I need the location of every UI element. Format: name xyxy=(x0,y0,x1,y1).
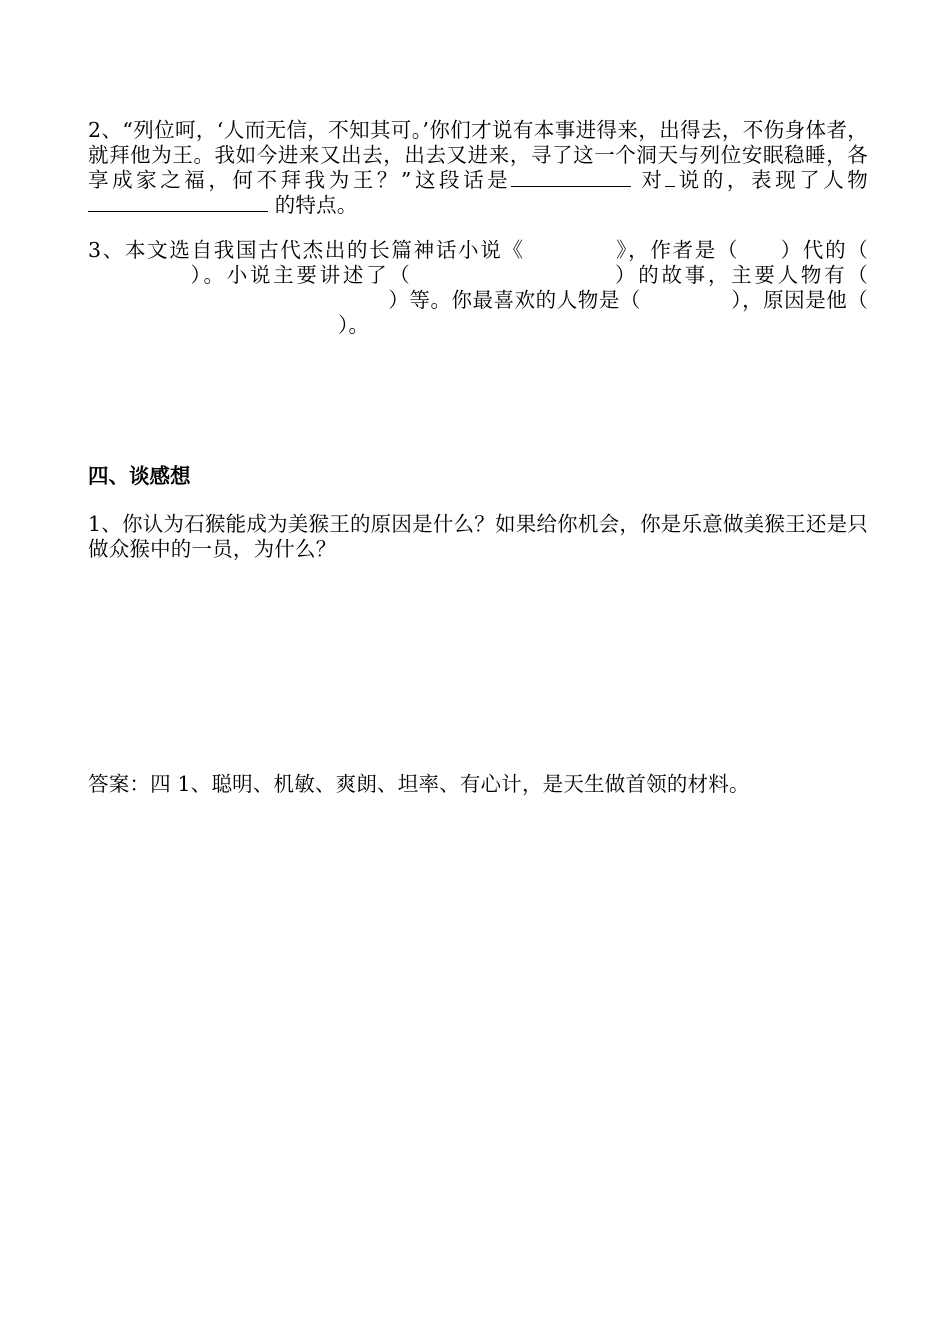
question-3-blank-reason[interactable] xyxy=(88,331,338,332)
answer-text: 答案：四 1、聪明、机敏、爽朗、坦率、有心计，是天生做首领的材料。 xyxy=(88,772,750,796)
question-3-blank-dynasty[interactable] xyxy=(739,256,779,257)
section-4-question-1: 1、你认为石猴能成为美猴王的原因是什么？如果给你机会，你是乐意做美猴王还是只做众猴中的一员，为什么？ xyxy=(88,512,868,561)
question-3 xyxy=(88,238,868,338)
question-3-text-favorite: ）等。你最喜欢的人物是（ xyxy=(388,288,641,312)
question-3-text-source: 3、本文选自我国古代杰出的长篇神话小说《 xyxy=(88,238,525,262)
question-3-text-characters: ）的故事，主要人物有（ xyxy=(612,263,869,287)
question-2-blank-speaker[interactable] xyxy=(511,168,631,187)
question-2-text-shows: 说的，表现了人物 xyxy=(675,168,868,192)
worksheet-page xyxy=(88,118,869,796)
question-2-text-to: 对 xyxy=(631,168,666,192)
section-4-heading: 四、谈感想 xyxy=(88,464,191,488)
question-3-text-dynasty: ）代的（ xyxy=(779,238,868,262)
question-2-text-end: 的特点。 xyxy=(268,193,358,217)
question-3-text-author: 》，作者是（ xyxy=(614,238,740,262)
question-2 xyxy=(88,118,868,218)
question-3-blank-story[interactable] xyxy=(413,281,613,282)
question-2-blank-trait[interactable] xyxy=(88,193,268,212)
question-3-text-story: ）。小说主要讲述了（ xyxy=(188,263,413,287)
question-3-text-reason: ），原因是他（ xyxy=(730,288,868,312)
question-2-text: 2、“列位呵，‘人而无信，不知其可。’你们才说有本事进得来，出得去，不伤身体者，就拜他为王。我如今进来又出去，出去又进来，寻了这一个洞天与列位安眠稳睡，各享成家之福，何不拜我为王？”这段话是 xyxy=(88,118,868,192)
question-2-blank-listener[interactable] xyxy=(665,168,675,187)
question-3-blank-characters[interactable] xyxy=(88,306,388,307)
question-3-text-end: ）。 xyxy=(338,313,370,337)
question-3-blank-author[interactable] xyxy=(88,281,188,282)
question-3-blank-novel[interactable] xyxy=(525,256,615,257)
question-3-blank-favorite[interactable] xyxy=(641,306,731,307)
